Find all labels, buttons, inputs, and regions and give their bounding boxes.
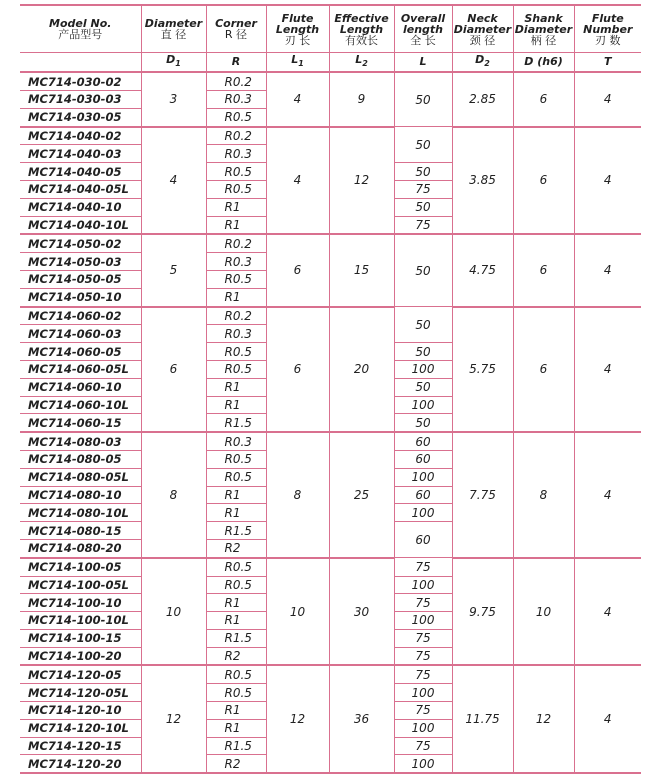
corner-r: R1 <box>206 198 266 216</box>
header-shank-diameter: Shank Diameter 柄 径 <box>513 5 574 53</box>
model-number: MC714-120-15 <box>20 737 141 755</box>
shank-diameter-d: 6 <box>513 307 574 433</box>
overall-length-l: 50 <box>394 343 452 361</box>
symbol-d: D (h6) <box>513 53 574 73</box>
diameter-d1: 5 <box>141 234 206 306</box>
corner-r: R1 <box>206 719 266 737</box>
model-number: MC714-060-05L <box>20 360 141 378</box>
overall-length-l: 100 <box>394 468 452 486</box>
corner-r: R0.2 <box>206 127 266 145</box>
overall-length-l: 75 <box>394 180 452 198</box>
corner-r: R0.5 <box>206 163 266 181</box>
header-row <box>20 5 641 53</box>
model-number: MC714-050-03 <box>20 253 141 271</box>
flute-number-t: 4 <box>574 234 641 306</box>
symbol-r: R <box>206 53 266 73</box>
overall-length-l: 75 <box>394 737 452 755</box>
symbol-l1: $L_1$ <box>266 53 329 73</box>
corner-r: R0.5 <box>206 576 266 594</box>
table-row <box>20 432 641 450</box>
corner-r: R0.5 <box>206 684 266 702</box>
overall-length-l: 75 <box>394 665 452 683</box>
symbol-l: L <box>394 53 452 73</box>
model-number: MC714-060-05 <box>20 343 141 361</box>
corner-r: R1 <box>206 594 266 612</box>
overall-length-l: 100 <box>394 504 452 522</box>
model-number: MC714-040-02 <box>20 127 141 145</box>
overall-length-l: 100 <box>394 612 452 630</box>
table-row <box>20 558 641 576</box>
corner-r: R1 <box>206 486 266 504</box>
overall-length-l: 50 <box>394 307 452 343</box>
corner-r: R1 <box>206 378 266 396</box>
overall-length-l: 50 <box>394 72 452 126</box>
model-number: MC714-040-05L <box>20 180 141 198</box>
diameter-d1: 10 <box>141 558 206 666</box>
corner-r: R0.5 <box>206 270 266 288</box>
corner-r: R0.5 <box>206 108 266 126</box>
corner-r: R0.3 <box>206 253 266 271</box>
overall-length-l: 100 <box>394 684 452 702</box>
overall-length-l: 100 <box>394 755 452 773</box>
overall-length-l: 75 <box>394 629 452 647</box>
corner-r: R0.2 <box>206 307 266 325</box>
effective-length-l2: 12 <box>329 127 394 235</box>
table-row <box>20 127 641 145</box>
effective-length-l2: 9 <box>329 72 394 126</box>
flute-length-l1: 4 <box>266 72 329 126</box>
effective-length-l2: 25 <box>329 432 394 558</box>
overall-length-l: 50 <box>394 378 452 396</box>
corner-r: R0.3 <box>206 90 266 108</box>
header-effective-length: Effective Length 有效长 <box>329 5 394 53</box>
overall-length-l: 100 <box>394 396 452 414</box>
symbol-row <box>20 53 641 73</box>
neck-diameter-d2: 3.85 <box>452 127 513 235</box>
corner-r: R2 <box>206 539 266 557</box>
model-number: MC714-060-02 <box>20 307 141 325</box>
effective-length-l2: 15 <box>329 234 394 306</box>
model-number: MC714-080-05L <box>20 468 141 486</box>
shank-diameter-d: 12 <box>513 665 574 773</box>
flute-length-l1: 6 <box>266 307 329 433</box>
overall-length-l: 60 <box>394 486 452 504</box>
overall-length-l: 100 <box>394 360 452 378</box>
overall-length-l: 100 <box>394 719 452 737</box>
neck-diameter-d2: 9.75 <box>452 558 513 666</box>
model-number: MC714-080-15 <box>20 522 141 540</box>
shank-diameter-d: 6 <box>513 72 574 126</box>
header-flute-number: Flute Number 刃 数 <box>574 5 641 53</box>
table-row <box>20 72 641 90</box>
corner-r: R1 <box>206 396 266 414</box>
corner-r: R0.5 <box>206 343 266 361</box>
table-row <box>20 665 641 683</box>
model-number: MC714-050-10 <box>20 288 141 306</box>
header-overall-length: Overall length 全 长 <box>394 5 452 53</box>
flute-number-t: 4 <box>574 127 641 235</box>
header-diameter: Diameter 直 径 <box>141 5 206 53</box>
overall-length-l: 100 <box>394 576 452 594</box>
model-number: MC714-060-10 <box>20 378 141 396</box>
model-number: MC714-080-03 <box>20 432 141 450</box>
flute-length-l1: 6 <box>266 234 329 306</box>
overall-length-l: 60 <box>394 450 452 468</box>
corner-r: R2 <box>206 755 266 773</box>
neck-diameter-d2: 2.85 <box>452 72 513 126</box>
effective-length-l2: 36 <box>329 665 394 773</box>
flute-length-l1: 12 <box>266 665 329 773</box>
model-number: MC714-080-10 <box>20 486 141 504</box>
corner-r: R1 <box>206 702 266 720</box>
flute-number-t: 4 <box>574 558 641 666</box>
model-number: MC714-050-02 <box>20 234 141 252</box>
corner-r: R1 <box>206 288 266 306</box>
corner-r: R0.2 <box>206 234 266 252</box>
diameter-d1: 12 <box>141 665 206 773</box>
shank-diameter-d: 6 <box>513 127 574 235</box>
model-number: MC714-100-10L <box>20 612 141 630</box>
model-number: MC714-040-10 <box>20 198 141 216</box>
overall-length-l: 60 <box>394 522 452 558</box>
model-number: MC714-060-10L <box>20 396 141 414</box>
header-neck-diameter: Neck Diameter 颈 径 <box>452 5 513 53</box>
model-number: MC714-120-10L <box>20 719 141 737</box>
overall-length-l: 50 <box>394 127 452 163</box>
overall-length-l: 75 <box>394 647 452 665</box>
overall-length-l: 75 <box>394 216 452 234</box>
corner-r: R0.3 <box>206 145 266 163</box>
corner-r: R1 <box>206 612 266 630</box>
header-model: Model No. 产品型号 <box>49 17 112 41</box>
model-number: MC714-100-05L <box>20 576 141 594</box>
corner-r: R0.5 <box>206 468 266 486</box>
neck-diameter-d2: 5.75 <box>452 307 513 433</box>
model-number: MC714-080-05 <box>20 450 141 468</box>
model-number: MC714-080-10L <box>20 504 141 522</box>
shank-diameter-d: 8 <box>513 432 574 558</box>
model-number: MC714-040-03 <box>20 145 141 163</box>
corner-r: R1.5 <box>206 737 266 755</box>
overall-length-l: 50 <box>394 163 452 181</box>
model-number: MC714-030-05 <box>20 108 141 126</box>
corner-r: R0.5 <box>206 665 266 683</box>
model-number: MC714-120-05L <box>20 684 141 702</box>
overall-length-l: 50 <box>394 234 452 306</box>
model-number: MC714-030-02 <box>20 72 141 90</box>
model-number: MC714-120-05 <box>20 665 141 683</box>
overall-length-l: 60 <box>394 432 452 450</box>
spec-table-container <box>20 4 641 774</box>
corner-r: R0.3 <box>206 432 266 450</box>
shank-diameter-d: 10 <box>513 558 574 666</box>
table-row <box>20 307 641 325</box>
corner-r: R1 <box>206 504 266 522</box>
corner-r: R0.5 <box>206 360 266 378</box>
model-number: MC714-100-20 <box>20 647 141 665</box>
diameter-d1: 3 <box>141 72 206 126</box>
model-number: MC714-060-03 <box>20 325 141 343</box>
model-number: MC714-120-10 <box>20 702 141 720</box>
model-number: MC714-040-10L <box>20 216 141 234</box>
corner-r: R1 <box>206 216 266 234</box>
symbol-blank <box>20 53 141 73</box>
corner-r: R0.3 <box>206 325 266 343</box>
flute-number-t: 4 <box>574 72 641 126</box>
flute-length-l1: 8 <box>266 432 329 558</box>
corner-r: R1.5 <box>206 629 266 647</box>
symbol-d1: $D_1$ <box>141 53 206 73</box>
model-number: MC714-040-05 <box>20 163 141 181</box>
neck-diameter-d2: 11.75 <box>452 665 513 773</box>
flute-length-l1: 4 <box>266 127 329 235</box>
symbol-d2: $D_2$ <box>452 53 513 73</box>
effective-length-l2: 20 <box>329 307 394 433</box>
model-number: MC714-030-03 <box>20 90 141 108</box>
symbol-l2: $L_2$ <box>329 53 394 73</box>
neck-diameter-d2: 4.75 <box>452 234 513 306</box>
model-number: MC714-100-15 <box>20 629 141 647</box>
diameter-d1: 6 <box>141 307 206 433</box>
corner-r: R1.5 <box>206 414 266 432</box>
corner-r: R0.5 <box>206 558 266 576</box>
overall-length-l: 50 <box>394 414 452 432</box>
neck-diameter-d2: 7.75 <box>452 432 513 558</box>
flute-length-l1: 10 <box>266 558 329 666</box>
spec-table-body <box>20 72 641 773</box>
flute-number-t: 4 <box>574 432 641 558</box>
model-number: MC714-100-05 <box>20 558 141 576</box>
header-flute-length: Flute Length 刃 长 <box>266 5 329 53</box>
flute-number-t: 4 <box>574 665 641 773</box>
corner-r: R1.5 <box>206 522 266 540</box>
overall-length-l: 75 <box>394 558 452 576</box>
diameter-d1: 8 <box>141 432 206 558</box>
corner-r: R0.5 <box>206 450 266 468</box>
flute-number-t: 4 <box>574 307 641 433</box>
spec-table <box>20 4 641 774</box>
shank-diameter-d: 6 <box>513 234 574 306</box>
corner-r: R2 <box>206 647 266 665</box>
overall-length-l: 75 <box>394 702 452 720</box>
corner-r: R0.2 <box>206 72 266 90</box>
model-number: MC714-050-05 <box>20 270 141 288</box>
model-number: MC714-060-15 <box>20 414 141 432</box>
model-number: MC714-100-10 <box>20 594 141 612</box>
model-number: MC714-080-20 <box>20 539 141 557</box>
diameter-d1: 4 <box>141 127 206 235</box>
symbol-t: T <box>574 53 641 73</box>
header-corner: Corner R 径 <box>206 5 266 53</box>
model-number: MC714-120-20 <box>20 755 141 773</box>
overall-length-l: 50 <box>394 198 452 216</box>
table-row <box>20 234 641 252</box>
effective-length-l2: 30 <box>329 558 394 666</box>
overall-length-l: 75 <box>394 594 452 612</box>
corner-r: R0.5 <box>206 180 266 198</box>
